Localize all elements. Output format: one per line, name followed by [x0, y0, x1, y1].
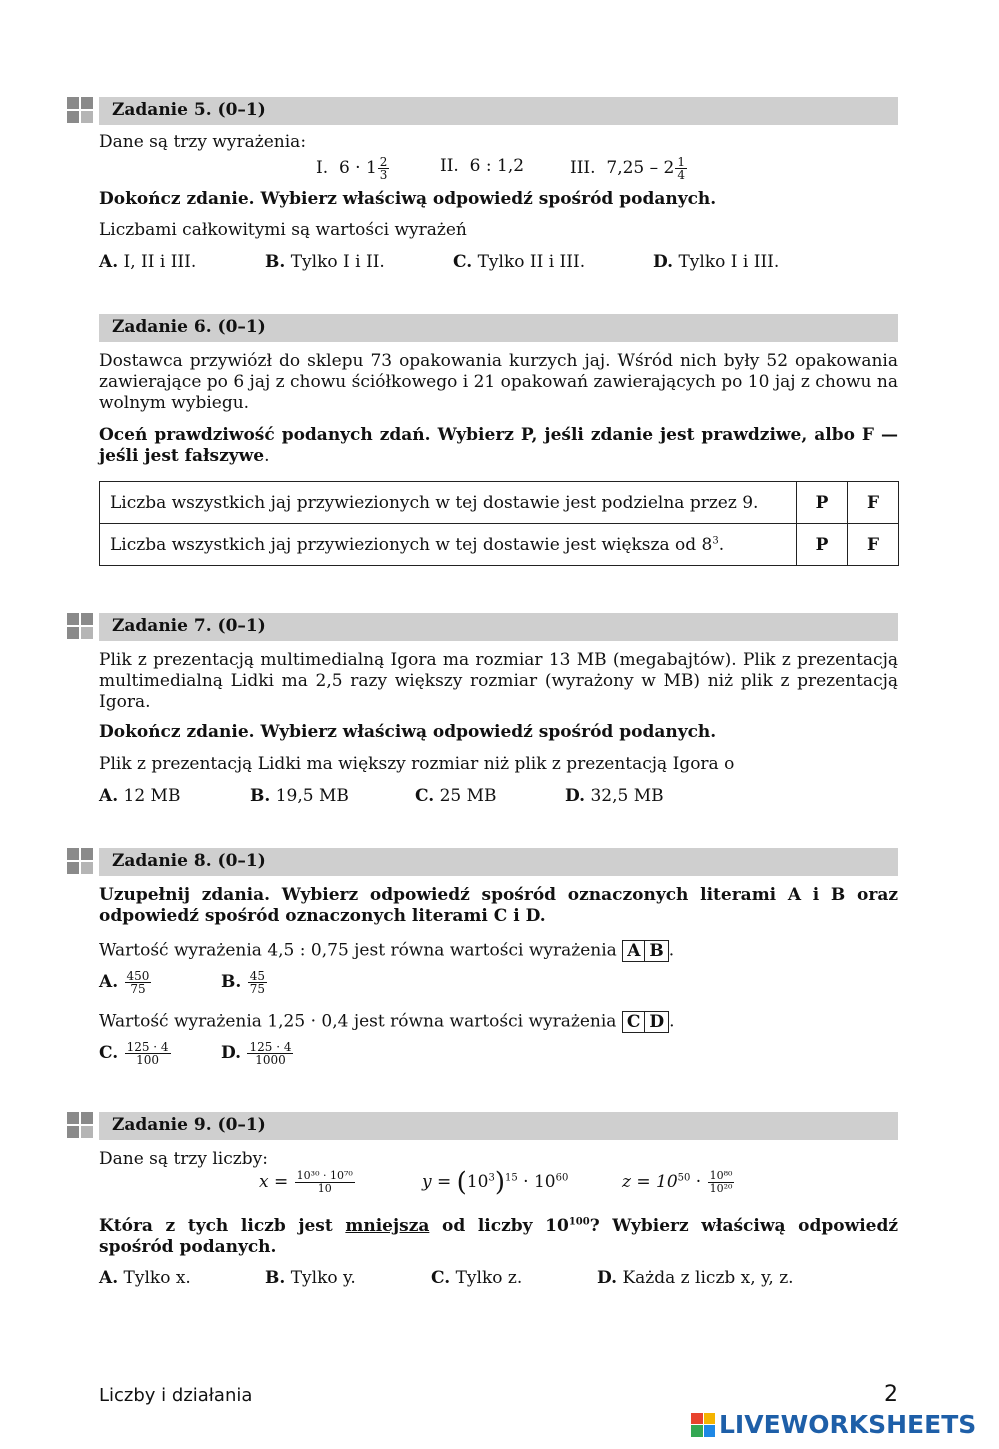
f-choice[interactable]: F	[848, 482, 899, 524]
task6-true-false-table	[99, 481, 899, 566]
task8-title: Zadanie 8. (0–1)	[112, 851, 266, 871]
answer-box-a[interactable]: A	[622, 940, 645, 962]
liveworksheets-watermark	[691, 1410, 976, 1439]
fraction: $\frac{2}{3}$	[379, 155, 388, 182]
task7-option-c[interactable]: C. 25 MB	[415, 786, 497, 806]
task6-intro: Dostawca przywiózł do sklepu 73 opakowania kurzych jaj. Wśród nich były 52 opakowania zawierające po 6 jaj z chowu ściółkowego i 21 opakowań zawierających po 10 jaj z chowu na wolnym wybiegu.	[99, 351, 898, 413]
task7-header	[99, 613, 898, 641]
answer-box-c[interactable]: C	[622, 1011, 646, 1033]
task5-option-d[interactable]: D. Tylko I i III.	[653, 252, 780, 272]
task8-header	[99, 848, 898, 876]
footer-section: Liczby i działania	[99, 1385, 253, 1406]
fraction: $\frac{1}{4}$	[677, 155, 685, 182]
table-row	[100, 524, 899, 566]
task9-option-b[interactable]: B. Tylko y.	[265, 1268, 356, 1288]
task6-title: Zadanie 6. (0–1)	[112, 317, 266, 337]
answer-box-cd	[622, 1011, 669, 1033]
cke-logo-icon	[67, 97, 95, 125]
f-choice[interactable]: F	[848, 524, 899, 566]
task9-option-d[interactable]: D. Każda z liczb x, y, z.	[597, 1268, 794, 1288]
task7-option-a[interactable]: A. 12 MB	[99, 786, 181, 806]
task5-option-c[interactable]: C. Tylko II i III.	[453, 252, 586, 272]
task5-title: Zadanie 5. (0–1)	[112, 100, 266, 120]
task9-x-expression: x = $\frac{\text{10³⁰ · 10⁷⁰}}{10}$	[259, 1169, 353, 1195]
cke-logo-icon	[67, 613, 95, 641]
statement-cell: Liczba wszystkich jaj przywiezionych w tej dostawie jest większa od $8^3$.	[100, 524, 797, 566]
task9-option-a[interactable]: A. Tylko x.	[99, 1268, 191, 1288]
task8-option-a[interactable]: A. $\frac{450}{75}$	[99, 969, 150, 996]
task9-intro: Dane są trzy liczby:	[99, 1149, 268, 1169]
task8-instruction: Uzupełnij zdania. Wybierz odpowiedź spośród oznaczonych literami A i B oraz odpowiedź spośród oznaczonych literami C i D.	[99, 885, 898, 926]
answer-box-b[interactable]: B	[645, 940, 668, 962]
task8-sentence-1: Wartość wyrażenia 4,5 : 0,75 jest równa wartości wyrażenia A B .	[99, 940, 675, 961]
task9-y-expression: $y = (10^3)^{15} \cdot 10^{60}$	[422, 1167, 569, 1198]
task7-option-b[interactable]: B. 19,5 MB	[250, 786, 349, 806]
task8-sentence-2: Wartość wyrażenia 1,25 · 0,4 jest równa wartości wyrażenia C D .	[99, 1011, 675, 1032]
table-row	[100, 482, 899, 524]
task9-question: Która z tych liczb jest mniejsza od liczby $10^{100}$? Wybierz właściwą odpowiedź spośród podanych.	[99, 1216, 899, 1257]
task6-instruction: Oceń prawdziwość podanych zdań. Wybierz P, jeśli zdanie jest prawdziwe, albo F — jeśli jest fałszywe.	[99, 425, 898, 466]
page-number: 2	[884, 1382, 898, 1407]
task7-stem: Plik z prezentacją Lidki ma większy rozmiar niż plik z prezentacją Igora o	[99, 754, 735, 774]
task5-option-b[interactable]: B. Tylko I i II.	[265, 252, 385, 272]
task5-stem: Liczbami całkowitymi są wartości wyrażeń	[99, 220, 467, 240]
task7-option-d[interactable]: D. 32,5 MB	[565, 786, 664, 806]
watermark-text: LIVEWORKSHEETS	[719, 1410, 977, 1439]
task5-intro: Dane są trzy wyrażenia:	[99, 132, 307, 152]
task8-option-c[interactable]: C. $\frac{125 \cdot 4}{100}$	[99, 1040, 169, 1067]
expr-I: I. 6 · 1 $\frac{2}{3}$	[316, 155, 388, 182]
p-choice[interactable]: P	[797, 524, 848, 566]
statement-cell: Liczba wszystkich jaj przywiezionych w tej dostawie jest podzielna przez 9.	[100, 482, 797, 524]
answer-box-ab	[622, 940, 669, 962]
liveworksheets-logo-icon	[691, 1413, 715, 1437]
cke-logo-icon	[67, 1112, 95, 1140]
task5-header	[99, 97, 898, 125]
task7-title: Zadanie 7. (0–1)	[112, 616, 266, 636]
task9-z-expression: $z = 10^{50}$ · $\frac{\text{10⁸⁰}}{\text{10²⁰}}$	[622, 1169, 733, 1195]
task5-option-a[interactable]: A. I, II i III.	[99, 252, 197, 272]
task5-instruction: Dokończ zdanie. Wybierz właściwą odpowiedź spośród podanych.	[99, 189, 717, 209]
cke-logo-icon	[67, 848, 95, 876]
expr-III: III. 7,25 – 2 $\frac{1}{4}$	[570, 155, 685, 182]
expr-II: II. 6 : 1,2	[440, 156, 525, 176]
task9-header	[99, 1112, 898, 1140]
task7-instruction: Dokończ zdanie. Wybierz właściwą odpowiedź spośród podanych.	[99, 722, 717, 742]
answer-box-d[interactable]: D	[645, 1011, 669, 1033]
task8-option-b[interactable]: B. $\frac{45}{75}$	[221, 969, 265, 996]
task9-option-c[interactable]: C. Tylko z.	[431, 1268, 523, 1288]
task6-header	[99, 314, 898, 342]
p-choice[interactable]: P	[797, 482, 848, 524]
task7-intro: Plik z prezentacją multimedialną Igora ma rozmiar 13 MB (megabajtów). Plik z prezentacją multimedialną Lidki ma 2,5 razy większy rozmiar (wyrażony w MB) niż plik z prezentacją Igora.	[99, 650, 898, 712]
task9-title: Zadanie 9. (0–1)	[112, 1115, 266, 1135]
task8-option-d[interactable]: D. $\frac{125 \cdot 4}{1000}$	[221, 1040, 292, 1067]
task5-expressions	[316, 153, 736, 183]
